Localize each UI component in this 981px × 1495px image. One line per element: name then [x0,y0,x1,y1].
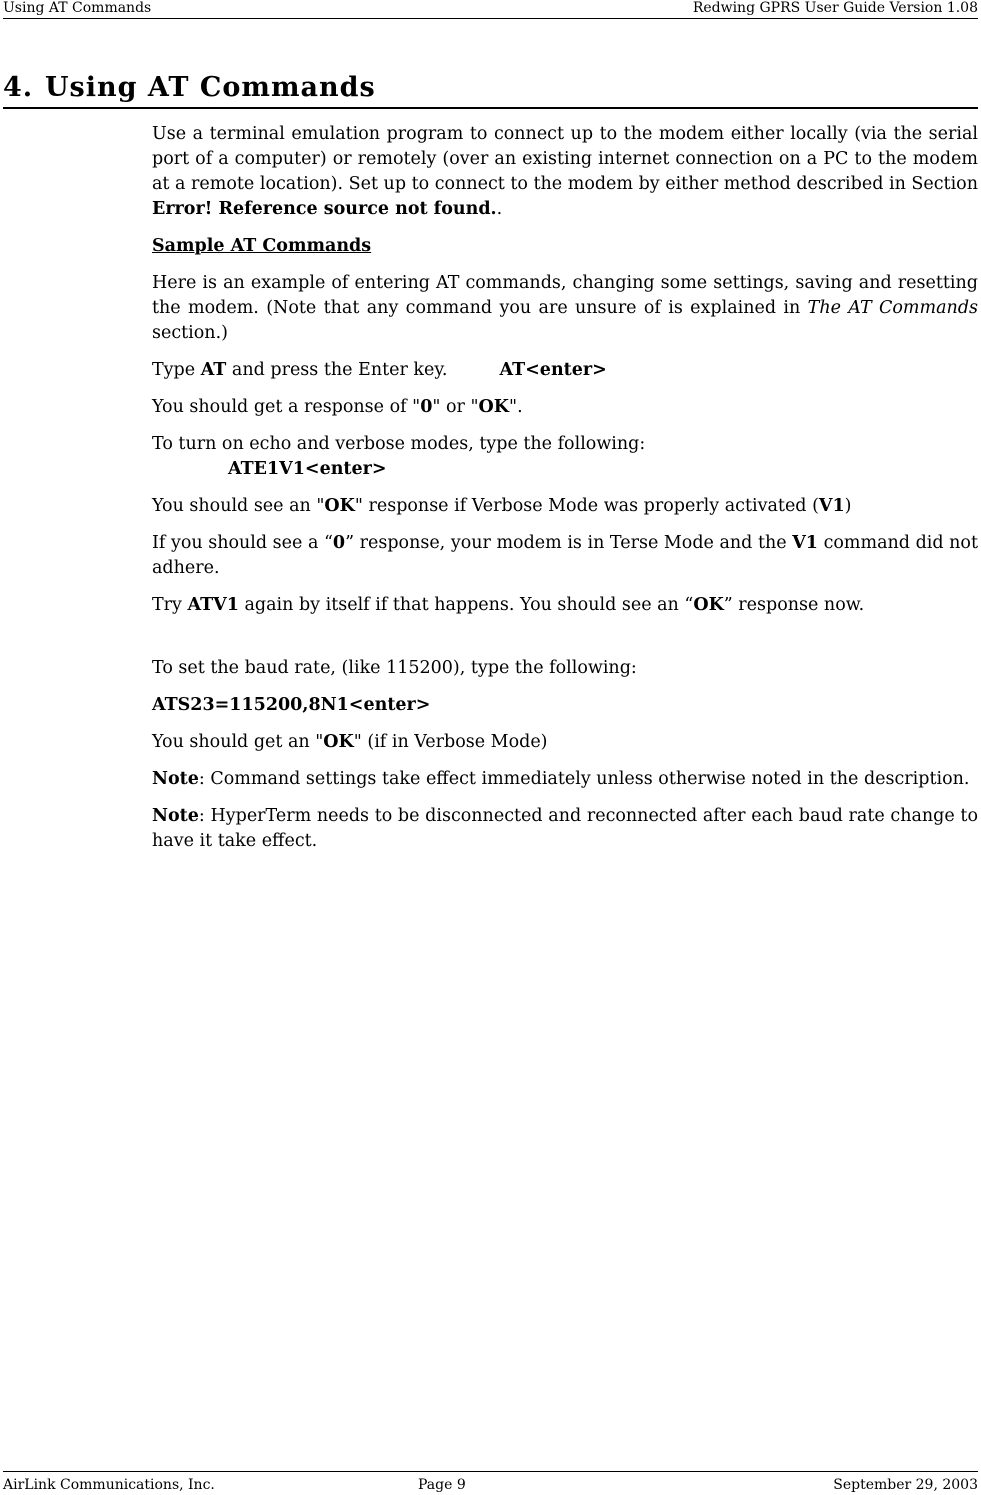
command-text: ATV1 [187,595,239,615]
step-response [152,395,978,420]
header-right: Redwing GPRS User Guide Version 1.08 [692,0,978,16]
step-baud [152,656,978,681]
example-intro-italic: The AT Commands [807,298,978,318]
note-label: Note [152,769,199,789]
text-run: ” response now. [723,595,865,615]
footer-page-number: Page 9 [418,1477,466,1493]
text-run: Try [152,595,188,615]
response-code: OK [478,397,510,417]
text-run: and press the Enter key. [226,360,448,380]
text-run: Type [152,360,201,380]
section-title: Using AT Commands [45,72,376,103]
intro-text: Use a terminal emulation program to connect up to the modem either locally (via the serial port of a computer) or remotely (over an existing internet connection on a PC to the modem at a remote location). Set up to connect to the modem by either method described in Section [152,124,978,194]
step-baud-command [152,693,978,718]
step-echo [152,432,978,482]
text-run: " or " [432,397,479,417]
command-text: AT [200,360,227,380]
text-run: again by itself if that happens. You should see an “ [238,595,694,615]
command-at-enter: AT<enter> [499,360,607,380]
footer-company: AirLink Communications, Inc. [3,1477,215,1493]
command-text: V1 [818,496,845,516]
footer-date: September 29, 2003 [833,1477,978,1493]
text-run: To set the baud rate, (like 115200), type the following: [152,658,637,678]
section-number: 4. [3,72,34,103]
subheading-paragraph [152,234,978,259]
response-code: OK [693,595,724,615]
step-baud-ok [152,730,978,755]
example-intro-text: Here is an example of entering AT commands, changing some settings, saving and resetting the modem. (Note that any command you are unsure of is explained in [152,273,978,318]
intro-end: . [496,199,503,219]
subheading: Sample AT Commands [152,236,372,256]
text-run: " (if in Verbose Mode) [353,732,548,752]
page-footer [3,1471,978,1494]
note-text: : HyperTerm needs to be disconnected and reconnected after each baud rate change to have it take effect. [152,806,978,851]
response-code: 0 [420,397,433,417]
text-run: You should see an " [152,496,325,516]
text-run: ) [844,496,852,516]
text-run: You should get a response of " [152,397,421,417]
step-terse [152,531,978,581]
command-text: V1 [792,533,818,553]
step-type-at [152,358,978,383]
step-retry [152,593,978,618]
text-run: command did not adhere. [152,533,978,578]
response-code: OK [324,496,355,516]
response-code: OK [323,732,354,752]
text-run: ". [509,397,523,417]
page-header [3,0,978,19]
note-2 [152,804,978,854]
command-ats23: ATS23=115200,8N1<enter> [152,695,431,715]
example-intro-paragraph [152,271,978,346]
note-1 [152,767,978,792]
page-body [152,122,978,866]
note-text: : Command settings take effect immediately unless otherwise noted in the description. [198,769,970,789]
text-run: You should get an " [152,732,324,752]
command-ate1v1: ATE1V1<enter> [228,459,387,479]
text-run: ” response, your modem is in Terse Mode and the [345,533,793,553]
note-label: Note [152,806,199,826]
text-run: If you should see a “ [152,533,333,553]
section-heading [3,70,978,109]
header-left: Using AT Commands [3,0,152,16]
error-reference: Error! Reference source not found. [152,199,497,219]
response-code: 0 [332,533,346,553]
example-intro-end: section.) [152,323,228,343]
step-ok-v1 [152,494,978,519]
text-run: To turn on echo and verbose modes, type the following: [152,434,646,454]
text-run: " response if Verbose Mode was properly activated ( [354,496,819,516]
intro-paragraph [152,122,978,222]
